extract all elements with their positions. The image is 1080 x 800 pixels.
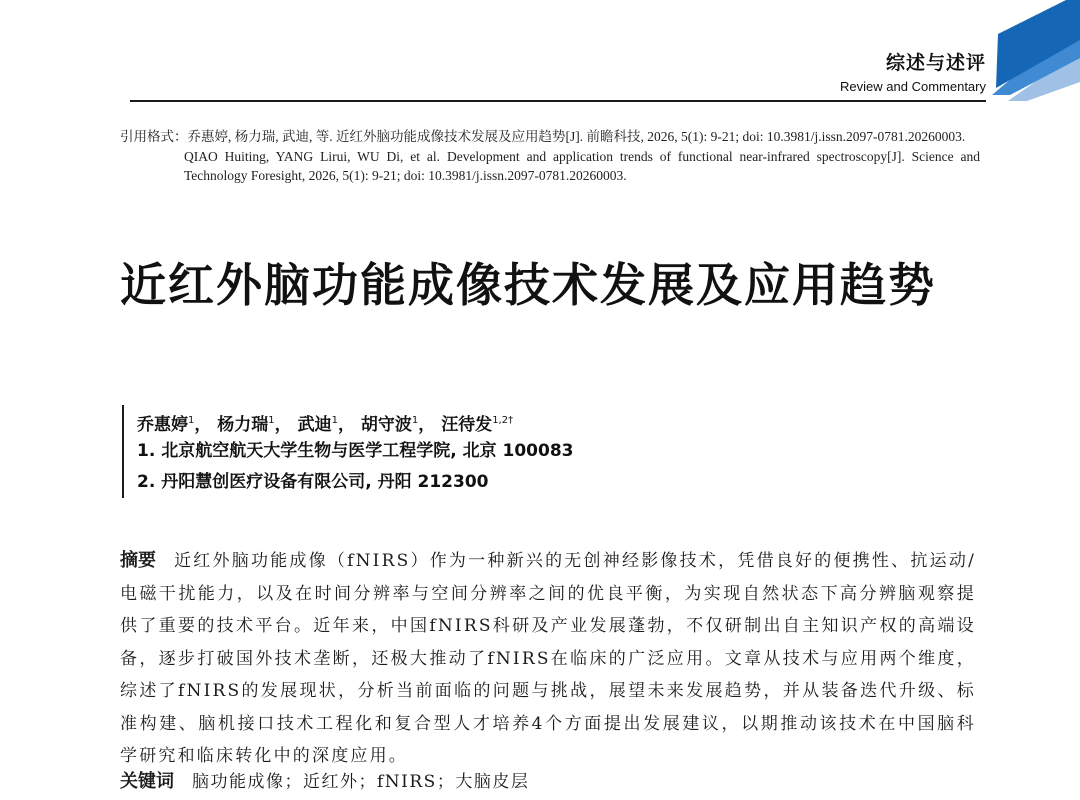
citation-en: QIAO Huiting, YANG Lirui, WU Di, et al. Development and application trends of functional near-infrared spectroscopy[J]. Science and Technology Foresight, 2026, 5(1): 9-21; doi: 10.3981/j.issn.2097-0781.20260003. — [184, 148, 980, 183]
author-affiliation-mark: 1 — [411, 415, 419, 426]
author-affiliation-mark: 1 — [331, 415, 338, 426]
abstract-text: 近红外脑功能成像（fNIRS）作为一种新兴的无创神经影像技术，凭借良好的便携性、抗运动/电磁干扰能力，以及在时间分辨率与空间分辨率之间的优良平衡，为实现自然状态下高分辨脑观察提供了重要的技术平台。近年来，中国fNIRS科研及产业发展蓬勃，不仅研制出自主知识产权的高端设备，逐步打破国外技术垄断，还极大推动了fNIRS在临床的广泛应用。文章从技术与应用两个维度，综述了fNIRS的发展现状，分析当前面临的问题与挑战，展望未来发展趋势，并从装备迭代升级、标准构建、脑机接口技术工程化和复合型人才培养4个方面提出发展建议，以期推动该技术在中国脑科学研究和临床转化中的深度应用。 — [120, 551, 977, 766]
author-separator: ， — [418, 415, 436, 435]
corner-stripe-dark — [996, 0, 1080, 88]
corner-stripe-light — [1008, 50, 1080, 101]
author-affiliation-mark: 1 — [188, 415, 195, 426]
abstract-heading: 摘要 — [120, 550, 157, 571]
citation-cn: 乔惠婷, 杨力瑞, 武迪, 等. 近红外脑功能成像技术发展及应用趋势[J]. 前瞻科技, 2026, 5(1): 9-21; doi: 10.3981/j.issn.2097-0781.20260003. — [187, 129, 966, 144]
keywords — [120, 766, 976, 798]
affiliation-2: 2. 丹阳慧创医疗设备有限公司, 丹阳 212300 — [137, 472, 489, 492]
author-separator: ， — [337, 415, 355, 435]
citation-label: 引用格式： — [120, 129, 188, 144]
author-affiliation-mark: 1,2† — [492, 415, 514, 426]
header-divider — [130, 100, 986, 102]
section-title-cn: 综述与述评 — [885, 52, 986, 74]
author-name: 乔惠婷 — [137, 415, 188, 435]
abstract — [120, 545, 976, 773]
author-separator: ， — [274, 415, 292, 435]
author-affiliation-mark: 1 — [268, 415, 275, 426]
author-name: 胡守波 — [360, 415, 412, 435]
section-label — [840, 50, 986, 96]
affiliation-1: 1. 北京航空航天大学生物与医学工程学院, 北京 100083 — [137, 441, 574, 461]
paper-title: 近红外脑功能成像技术发展及应用趋势 — [120, 258, 936, 312]
citation-block — [120, 127, 980, 186]
author-name: 汪待发 — [441, 415, 493, 435]
section-title-en: Review and Commentary — [840, 79, 986, 94]
corner-stripe-mid — [992, 20, 1080, 95]
author-name: 武迪 — [297, 415, 332, 435]
author-separator: ， — [194, 415, 212, 435]
keywords-heading: 关键词 — [120, 771, 174, 792]
author-list — [137, 405, 822, 436]
author-name: 杨力瑞 — [217, 415, 269, 435]
keywords-text: 脑功能成像；近红外；fNIRS；大脑皮层 — [192, 772, 530, 792]
authors-affiliations — [122, 405, 822, 498]
